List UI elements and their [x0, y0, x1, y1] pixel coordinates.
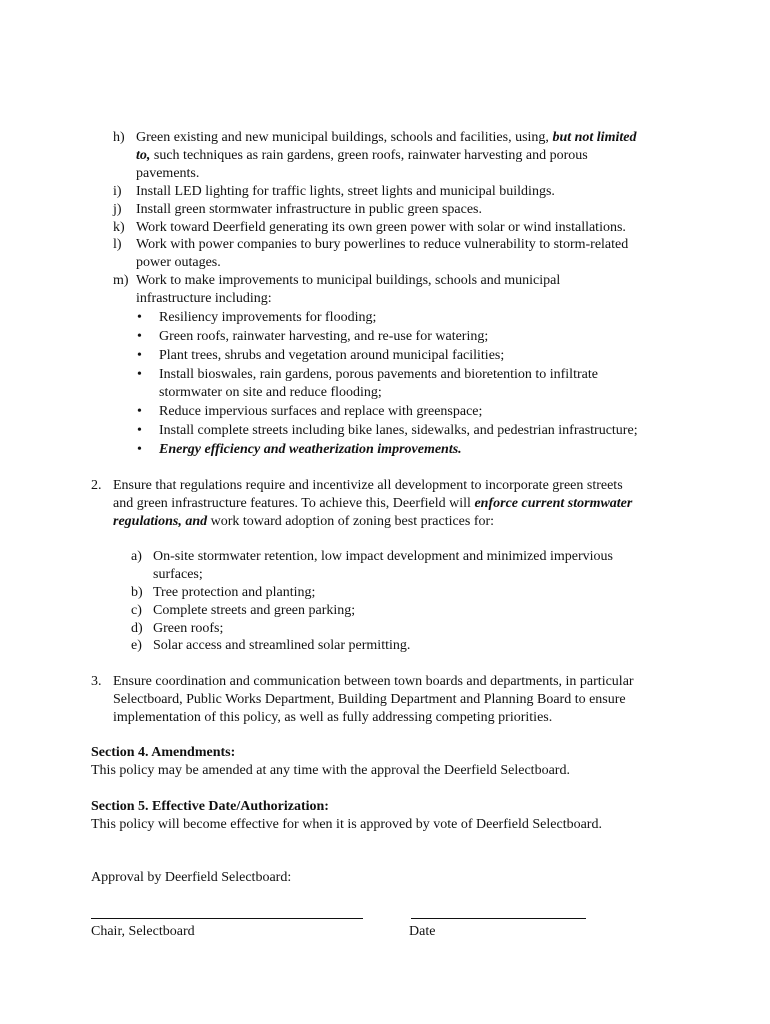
item3-line2: Selectboard, Public Works Department, Building Department and Planning Board to ensure [113, 692, 626, 707]
section5-text: This policy will become effective for when it is approved by vote of Deerfield Selectboard. [91, 817, 602, 832]
item2-line3 [113, 513, 494, 530]
sub-marker-d: d) [131, 621, 143, 636]
list-marker-3: 3. [91, 674, 102, 689]
bullet-item-energy-efficiency: Energy efficiency and weatherization improvements. [159, 442, 462, 457]
item2-line1: Ensure that regulations require and incentivize all development to incorporate green streets [113, 478, 623, 493]
list-item-h-line2 [136, 147, 588, 164]
bullet-item-impervious: Reduce impervious surfaces and replace with greenspace; [159, 404, 483, 419]
chair-signature-line [91, 918, 363, 919]
bullet-item-plant-trees: Plant trees, shrubs and vegetation around municipal facilities; [159, 348, 505, 363]
list-item-l-line1: Work with power companies to bury powerlines to reduce vulnerability to storm-related [136, 237, 629, 252]
list-item-i: Install LED lighting for traffic lights, street lights and municipal buildings. [136, 184, 555, 199]
item2-text-cont: work toward adoption of zoning best practices for: [207, 514, 495, 529]
item2-text: and green infrastructure features. To achieve this, Deerfield will [113, 496, 475, 511]
bullet-item-complete-streets: Install complete streets including bike lanes, sidewalks, and pedestrian infrastructure; [159, 423, 638, 438]
list-marker-2: 2. [91, 478, 102, 493]
sub-item-a-line1: On-site stormwater retention, low impact development and minimized impervious [153, 549, 613, 564]
sub-marker-e: e) [131, 638, 142, 653]
sub-item-e: Solar access and streamlined solar permitting. [153, 638, 411, 653]
bullet-item-flooding: Resiliency improvements for flooding; [159, 310, 377, 325]
bullet-icon: • [137, 329, 142, 344]
list-marker-h: h) [113, 130, 125, 145]
sub-marker-a: a) [131, 549, 142, 564]
section4-text: This policy may be amended at any time with the approval the Deerfield Selectboard. [91, 763, 570, 778]
emphasis-to: to, [136, 148, 151, 163]
section4-heading: Section 4. Amendments: [91, 745, 236, 760]
sub-marker-c: c) [131, 603, 142, 618]
list-item-h-line3: pavements. [136, 166, 200, 181]
item3-line1: Ensure coordination and communication between town boards and departments, in particular [113, 674, 634, 689]
sub-item-c: Complete streets and green parking; [153, 603, 356, 618]
bullet-icon: • [137, 348, 142, 363]
chair-label: Chair, Selectboard [91, 924, 195, 939]
bullet-icon: • [137, 404, 142, 419]
list-marker-m: m) [113, 273, 129, 288]
bullet-icon: • [137, 310, 142, 325]
date-label: Date [409, 924, 436, 939]
emphasis-enforce-current-stormwater: enforce current stormwater [474, 496, 633, 511]
bullet-item-bioswales-line1: Install bioswales, rain gardens, porous pavements and bioretention to infiltrate [159, 367, 598, 382]
list-marker-k: k) [113, 220, 125, 235]
list-item-h-text: Green existing and new municipal buildings, schools and facilities, using, [136, 130, 553, 145]
list-item-m-line2: infrastructure including: [136, 291, 272, 306]
sub-marker-b: b) [131, 585, 143, 600]
sub-item-b: Tree protection and planting; [153, 585, 316, 600]
item2-line2 [113, 495, 632, 512]
emphasis-but-not-limited: but not limited [552, 130, 637, 145]
emphasis-regulations-and: regulations, and [113, 514, 208, 529]
list-marker-j: j) [113, 202, 122, 217]
list-item-j: Install green stormwater infrastructure in public green spaces. [136, 202, 482, 217]
list-item-l-line2: power outages. [136, 255, 221, 270]
section5-heading: Section 5. Effective Date/Authorization: [91, 799, 329, 814]
date-signature-line [411, 918, 586, 919]
list-item-k: Work toward Deerfield generating its own green power with solar or wind installations. [136, 220, 626, 235]
list-marker-l: l) [113, 237, 122, 252]
bullet-icon: • [137, 367, 142, 382]
sub-item-d: Green roofs; [153, 621, 224, 636]
bullet-item-green-roofs: Green roofs, rainwater harvesting, and re-use for watering; [159, 329, 489, 344]
list-item-h-line1 [136, 129, 636, 146]
sub-item-a-line2: surfaces; [153, 567, 203, 582]
bullet-item-bioswales-line2: stormwater on site and reduce flooding; [159, 385, 382, 400]
list-marker-i: i) [113, 184, 122, 199]
item3-line3: implementation of this policy, as well as fully addressing competing priorities. [113, 710, 553, 725]
approval-label: Approval by Deerfield Selectboard: [91, 870, 292, 885]
list-item-m-line1: Work to make improvements to municipal buildings, schools and municipal [136, 273, 561, 288]
bullet-icon: • [137, 423, 142, 438]
bullet-icon: • [137, 442, 142, 457]
list-item-h-text-cont: such techniques as rain gardens, green roofs, rainwater harvesting and porous [150, 148, 588, 163]
